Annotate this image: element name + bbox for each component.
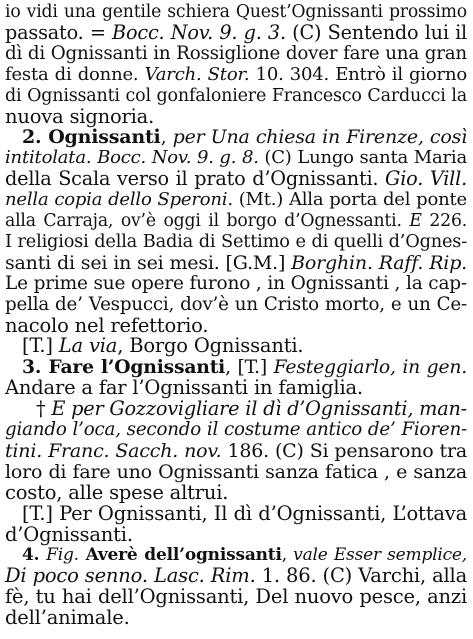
text-segment: , xyxy=(160,126,173,149)
text-line xyxy=(0,335,473,357)
text-line xyxy=(0,565,473,587)
text-line xyxy=(0,147,473,169)
text-segment: loro di fare uno Ognissanti sanza fatica , e sanza xyxy=(5,460,467,483)
text-segment: d’Ognissanti. xyxy=(5,522,133,546)
text-segment: [T.] xyxy=(22,334,59,358)
entry-heading: Averè dell’ognissanti xyxy=(78,545,282,566)
text-segment: passato. = xyxy=(5,20,113,44)
text-segment: festa di donne. xyxy=(5,63,145,85)
text-segment: 226. xyxy=(421,211,467,231)
text-segment: I religiosi della Badia di Settimo e di quelli d’Ognes- xyxy=(5,231,467,252)
text-segment: , xyxy=(281,545,294,566)
text-line xyxy=(0,273,473,295)
text-line xyxy=(0,544,473,566)
italic-text: Varch. Stor. xyxy=(144,63,250,85)
text-line xyxy=(0,106,473,128)
italic-text: nella copia dello Speroni. xyxy=(5,189,233,211)
text-segment: fè, tu hai dell’Ognissanti, Del nuovo pesce, anzi xyxy=(5,585,467,609)
text-segment: di Ognissanti col gonfaloniere Francesco Carducci la xyxy=(5,85,467,106)
italic-text: Borghin. Raff. Rip. xyxy=(291,251,467,274)
text-segment: della Scala verso il prato d’Ognissanti. xyxy=(5,167,386,191)
text-line xyxy=(0,524,473,546)
text-segment: Andare a far l’Ognissanti in famiglia. xyxy=(5,376,363,400)
italic-text: tini. Franc. Sacch. nov. xyxy=(5,439,222,462)
italic-text: vale Esser semplice, xyxy=(293,545,467,566)
text-segment: 10. 304. Entrò il giorno xyxy=(249,63,467,85)
text-segment: Le prime sue opere furono , in Ognissanti , la cap- xyxy=(5,272,467,294)
text-line xyxy=(0,356,473,378)
text-segment: dell’animale. xyxy=(5,606,130,630)
text-line xyxy=(0,461,473,483)
text-line xyxy=(0,189,473,211)
text-segment: 1. 86. (C) Varchi, alla xyxy=(255,564,467,588)
text-segment: [T.] Per Ognissanti, Il dì d’Ognissanti, L’ottava xyxy=(22,501,467,525)
text-segment: io vidi una gentile schiera Quest’Ognissanti prossimo xyxy=(5,2,467,22)
text-line xyxy=(0,419,473,441)
entry-heading: 2. Ognissanti xyxy=(22,126,161,149)
text-line xyxy=(0,1,473,23)
entry-heading: 3. Fare l’Ognissanti xyxy=(22,356,226,379)
entry-heading: 4. xyxy=(22,545,47,566)
italic-text: E per Gozzovigliare il dì d’Ognissanti, man- xyxy=(51,397,467,421)
text-segment: (Mt.) Alla porta del ponte xyxy=(232,189,467,211)
text-line xyxy=(0,231,473,253)
text-line xyxy=(0,22,473,44)
text-line xyxy=(0,126,473,148)
text-segment: , Borgo Ognissanti. xyxy=(117,334,304,358)
text-line xyxy=(0,315,473,337)
text-line xyxy=(0,85,473,107)
text-line xyxy=(0,586,473,608)
text-line xyxy=(0,252,473,274)
italic-text: Di poco senno. Lasc. Rim. xyxy=(5,564,256,588)
text-line xyxy=(0,64,473,86)
text-segment: † xyxy=(36,397,52,421)
text-segment: (C) Lungo santa Maria xyxy=(258,147,467,169)
text-segment: costo, alle spese altrui. xyxy=(5,480,229,504)
text-segment: pella de’ Vespucci, dov’è un Cristo morto, e un Ce- xyxy=(5,293,467,315)
italic-text: E xyxy=(409,211,422,231)
text-line xyxy=(0,168,473,190)
text-segment: nacolo nel refettorio. xyxy=(5,313,209,337)
text-segment: 186. (C) Si pensarono tra xyxy=(221,439,467,462)
text-line xyxy=(0,440,473,462)
text-line xyxy=(0,210,473,232)
italic-text: Fig. xyxy=(46,545,79,566)
italic-text: giando l’oca, secondo il costume antico de’ Fioren- xyxy=(5,419,467,440)
italic-text: Festeggiarlo, in gen. xyxy=(273,357,467,379)
italic-text: La via xyxy=(58,334,118,358)
italic-text: intitolata. Bocc. Nov. 9. g. 8. xyxy=(5,147,259,169)
text-segment: nuova signoria. xyxy=(5,104,155,128)
text-line xyxy=(0,503,473,525)
text-line xyxy=(0,43,473,65)
text-segment: dì di Ognissanti in Rossiglione dover fare una gran xyxy=(5,42,467,64)
text-segment: santi di sei in sei mesi. [G.M.] xyxy=(5,251,292,274)
text-segment: alla Carraja, ov’è oggi il borgo d’Ognessanti. xyxy=(5,211,410,231)
text-line xyxy=(0,294,473,316)
text-line xyxy=(0,398,473,420)
text-segment: , [T.] xyxy=(225,357,274,379)
italic-text: Gio. Vill. xyxy=(385,167,467,191)
text-line xyxy=(0,482,473,504)
italic-text: Bocc. Nov. 9. g. 3. xyxy=(112,20,286,44)
text-line xyxy=(0,607,473,629)
text-segment: (C) Sentendo lui il xyxy=(285,20,467,44)
text-line xyxy=(0,377,473,399)
italic-text: per Una chiesa in Firenze, così xyxy=(172,126,467,149)
